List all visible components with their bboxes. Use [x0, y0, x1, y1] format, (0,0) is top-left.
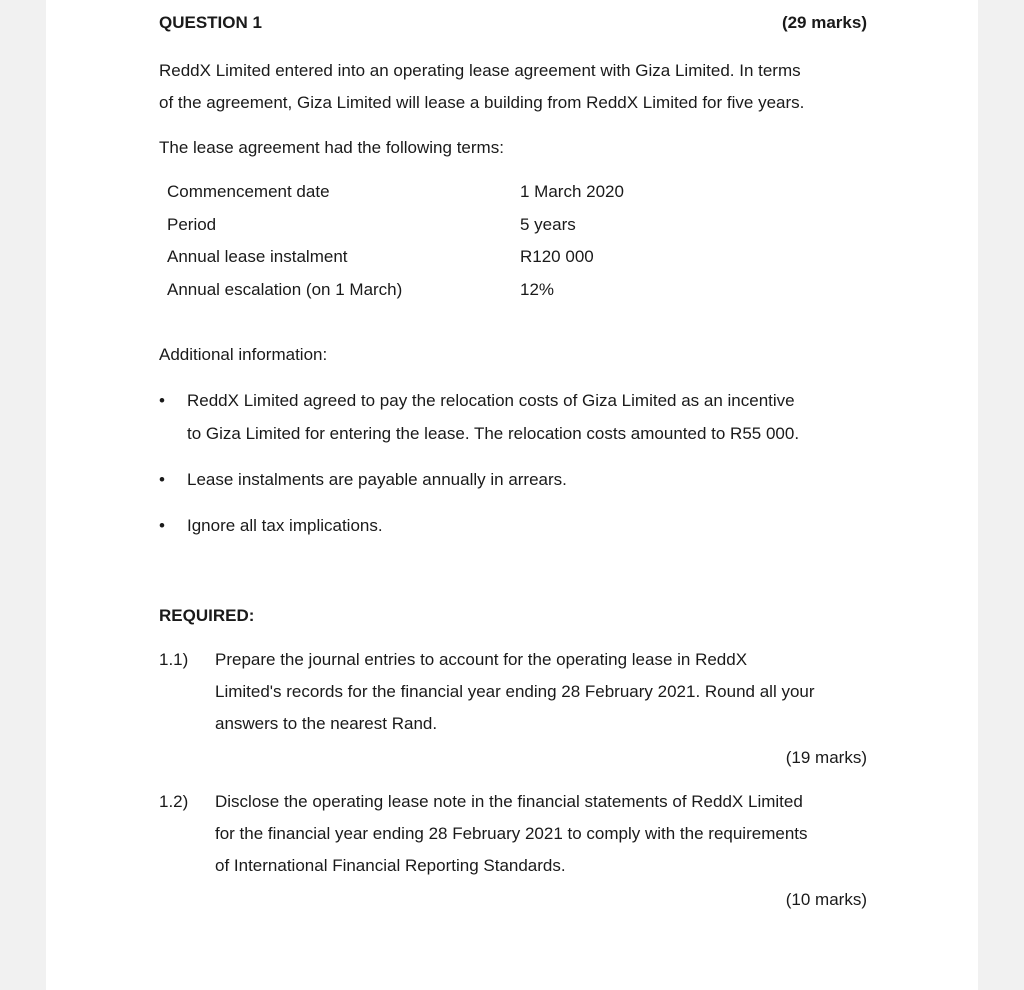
subquestion-line: Disclose the operating lease note in the financial statements of ReddX Limited — [215, 792, 803, 811]
term-value: 1 March 2020 — [520, 182, 624, 201]
question-title: QUESTION 1 — [159, 13, 262, 32]
bullet-text — [187, 384, 867, 450]
term-label: Period — [167, 214, 217, 234]
bullet-text: Lease instalments are payable annually in arrears. — [187, 470, 567, 489]
terms-intro: The lease agreement had the following terms: — [159, 138, 504, 157]
intro-paragraph — [159, 55, 867, 119]
term-row — [167, 176, 867, 209]
intro-line-2: of the agreement, Giza Limited will lease a building from ReddX Limited for five years. — [159, 93, 805, 112]
term-label: Annual lease instalment — [167, 247, 348, 266]
subquestion-number: 1.1) — [159, 650, 189, 669]
bullet-icon: • — [159, 391, 165, 410]
term-row — [167, 209, 867, 242]
subquestion-marks: (10 marks) — [785, 890, 867, 909]
document-page — [46, 0, 978, 990]
term-value: 5 years — [520, 214, 576, 234]
term-row — [167, 274, 867, 307]
bullet-line: to Giza Limited for entering the lease. The relocation costs amounted to R55 000. — [187, 424, 800, 443]
terms-table — [167, 176, 867, 306]
bullet-text: Ignore all tax implications. — [187, 516, 383, 535]
term-value: R120 000 — [520, 247, 594, 266]
term-row — [167, 241, 867, 274]
question-header — [159, 13, 867, 37]
term-label: Annual escalation (on 1 March) — [167, 279, 403, 299]
subquestion-number: 1.2) — [159, 792, 189, 811]
bullet-line: ReddX Limited agreed to pay the relocation costs of Giza Limited as an incentive — [187, 391, 795, 410]
subquestion-marks: (19 marks) — [785, 748, 867, 767]
subquestion-line: Limited's records for the financial year ending 28 February 2021. Round all your — [215, 682, 815, 701]
term-label: Commencement date — [167, 182, 330, 201]
term-value: 12% — [520, 279, 555, 299]
subquestion-line: answers to the nearest Rand. — [215, 714, 438, 733]
bullet-icon: • — [159, 470, 165, 489]
bullet-icon: • — [159, 516, 165, 535]
required-title: REQUIRED: — [159, 606, 255, 625]
additional-info-title: Additional information: — [159, 345, 328, 364]
subquestion-line: of International Financial Reporting Standards. — [215, 856, 566, 875]
subquestion-line: Prepare the journal entries to account for the operating lease in ReddX — [215, 650, 748, 669]
question-marks: (29 marks) — [781, 13, 867, 32]
subquestion-text — [215, 786, 867, 882]
subquestion-text — [215, 644, 867, 740]
intro-line-1: ReddX Limited entered into an operating lease agreement with Giza Limited. In terms — [159, 61, 801, 80]
subquestion-line: for the financial year ending 28 February 2021 to comply with the requirements — [215, 824, 808, 843]
